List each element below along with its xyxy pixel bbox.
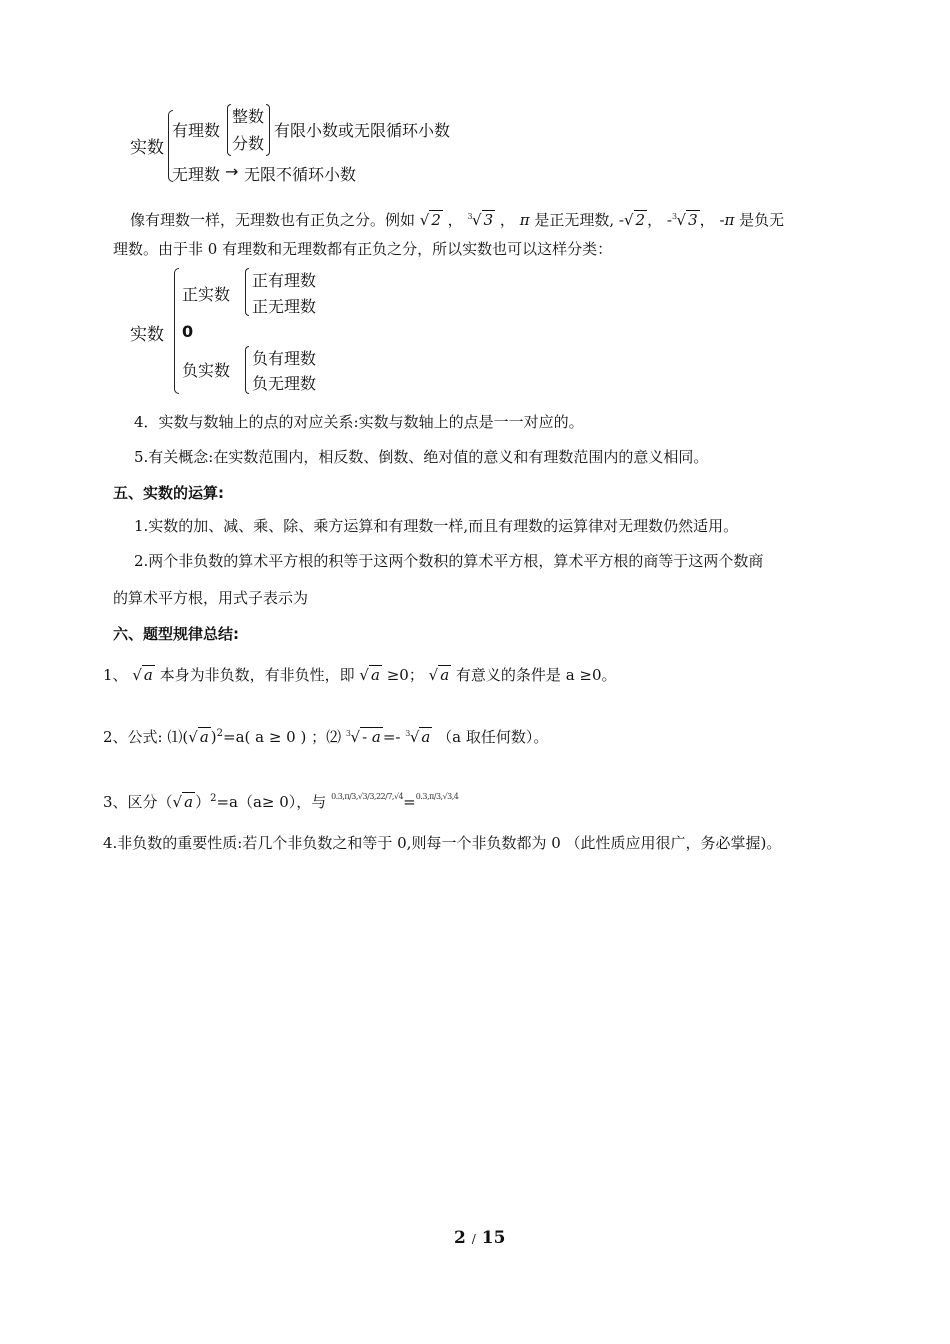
page-number bbox=[454, 1228, 505, 1248]
rule-3-small-formula-1: 0.3,π/3,√3/3,22/7,√4 bbox=[331, 792, 404, 801]
cbrt3-index: 3 bbox=[467, 212, 473, 221]
rule-1-text-c: ≥0； bbox=[386, 666, 424, 684]
rule-2-text-d: =a( a ≥ 0 ) ；⑵ bbox=[223, 728, 342, 746]
para1-line1: 像有理数一样，无理数也有正负之分。例如 √ 2 ， $^3$√ 3 ， π 是正无理数, -√ 2 ， -$^3$√ 3 ， -π 是负无 bbox=[130, 207, 784, 230]
diagram2-positive: 正实数 bbox=[182, 285, 231, 304]
sqrt-a-value-2: a bbox=[370, 666, 380, 684]
diagram2-brace bbox=[174, 268, 179, 394]
section-5-point-2-line-1: 2.两个非负数的算术平方根的积等于这两个数积的算术平方根，算术平方根的商等于这两个数商 bbox=[134, 552, 764, 570]
cbrt3-value: 3 bbox=[483, 211, 494, 229]
minus-sign-2: - bbox=[666, 211, 672, 229]
diagram1-fraction: 分数 bbox=[232, 134, 265, 153]
diagram2-negative: 负实数 bbox=[182, 361, 231, 380]
pi-symbol: π bbox=[519, 211, 530, 229]
diagram2-pos-irrational: 正无理数 bbox=[252, 297, 317, 316]
section-6-heading: 六、题型规律总结: bbox=[113, 625, 239, 643]
rule-1-text-b: 本身为非负数，有非负性，即 bbox=[159, 666, 355, 684]
rule-3 bbox=[103, 789, 458, 815]
neg-cbrt3-value: 3 bbox=[688, 211, 698, 229]
neg-sqrt2-value: 2 bbox=[635, 211, 646, 229]
item-4-correspondence: 4．实数与数轴上的点的对应关系:实数与数轴上的点是一一对应的。 bbox=[134, 413, 584, 431]
rule-2 bbox=[103, 724, 548, 747]
minus-sign-1: - bbox=[618, 211, 624, 229]
para1-text-a: 像有理数一样，无理数也有正负之分。例如 bbox=[130, 211, 416, 229]
page-separator: / bbox=[471, 1232, 476, 1246]
rule-2-text-e: （a 取任何数）。 bbox=[437, 728, 549, 746]
sqrt-a-value-1: a bbox=[143, 666, 153, 684]
rule-2-superscript: 2 bbox=[216, 728, 223, 739]
diagram1-root: 实数 bbox=[130, 138, 164, 158]
rule-3-text-c: =a（a≥ 0），与 bbox=[216, 793, 327, 811]
sqrt-a-expression-4: √ a bbox=[188, 728, 209, 746]
rule-3-small-formula-2: 0.3,π/3,√3,4 bbox=[415, 792, 459, 801]
sqrt-a-expression-2: √ a bbox=[359, 666, 380, 684]
sqrt2-expression: √ 2 bbox=[419, 211, 441, 229]
para1-text-b: 是正无理数, bbox=[534, 211, 615, 229]
rule-3-text-b: ） bbox=[195, 793, 211, 811]
diagram2-neg-rational: 负有理数 bbox=[252, 349, 317, 368]
diagram1-rational-desc: 有限小数或无限循环小数 bbox=[274, 121, 451, 140]
rule-1-number: 1、 bbox=[103, 666, 128, 684]
rule-3-equals: = bbox=[403, 793, 416, 811]
section-5-point-1: 1.实数的加、减、乘、除、乘方运算和有理数一样,而且有理数的运算律对无理数仍然适用。 bbox=[134, 517, 739, 535]
rule-2-text-c: ) bbox=[210, 728, 217, 746]
diagram1-integer: 整数 bbox=[232, 107, 265, 126]
diagram2-root: 实数 bbox=[130, 325, 164, 345]
diagram1-irrational: 无理数 bbox=[172, 165, 221, 184]
diagram2-pos-brace bbox=[245, 268, 249, 316]
neg-sqrt2-expression: √ 2 bbox=[623, 211, 646, 229]
rule-2-equals: =- bbox=[382, 728, 401, 746]
rule-4-nonnegative-property: 4.非负数的重要性质:若几个非负数之和等于 0,则每一个非负数都为 0 （此性质应用很广，务必掌握)。 bbox=[103, 834, 782, 852]
diagram2-neg-brace bbox=[245, 346, 249, 394]
sqrt-a-expression-3: √ a bbox=[428, 666, 450, 684]
rule-2-text-a: 2、公式: bbox=[103, 728, 163, 746]
sqrt2-value: 2 bbox=[431, 211, 441, 229]
neg-cbrt3-expression: $^3$√ 3 bbox=[671, 211, 698, 229]
diagram1-arrow: → bbox=[225, 162, 239, 181]
para1-line2: 理数。由于非 0 有理数和无理数都有正负之分，所以实数也可以这样分类： bbox=[113, 240, 613, 258]
cbrt-a-value: a bbox=[421, 728, 431, 746]
sqrt-a-value-4: a bbox=[199, 728, 209, 746]
diagram1-rational: 有理数 bbox=[172, 121, 221, 140]
current-page: 2 bbox=[454, 1228, 466, 1248]
cbrt-neg-a-value: - a bbox=[362, 728, 381, 746]
item-5-concepts: 5.有关概念:在实数范围内，相反数、倒数、绝对值的意义和有理数范围内的意义相同。 bbox=[134, 448, 709, 466]
neg-cbrt3-index: 3 bbox=[671, 212, 677, 221]
cbrt-neg-a-expression: $^3$√ - a bbox=[345, 728, 381, 746]
sqrt-a-expression-1: √ a bbox=[132, 666, 153, 684]
rule-1 bbox=[103, 665, 617, 685]
cbrt-neg-a-index: 3 bbox=[345, 729, 351, 738]
diagram1-rightbrace bbox=[266, 104, 270, 156]
neg-pi-symbol: π bbox=[724, 211, 735, 229]
diagram1-irrational-desc: 无限不循环小数 bbox=[244, 165, 357, 184]
sqrt-a-expression-5: √ a bbox=[172, 793, 194, 811]
sqrt-a-value-3: a bbox=[440, 666, 450, 684]
rule-3-superscript: 2 bbox=[210, 793, 217, 804]
cbrt-a-expression: $^3$√ a bbox=[405, 728, 431, 746]
section-5-point-2-line-2: 的算术平方根，用式子表示为 bbox=[113, 589, 309, 607]
section-5-heading: 五、实数的运算: bbox=[113, 484, 224, 502]
sqrt-a-value-5: a bbox=[184, 793, 194, 811]
para1-text-c: 是负无 bbox=[739, 211, 785, 229]
diagram2-neg-irrational: 负无理数 bbox=[252, 374, 317, 393]
rule-1-text-d: 有意义的条件是 a ≥0。 bbox=[455, 666, 617, 684]
rule-3-text-a: 3、区分（ bbox=[103, 793, 173, 811]
cbrt-a-index: 3 bbox=[405, 729, 410, 738]
minus-sign-3: - bbox=[719, 211, 725, 229]
diagram2-zero: 0 bbox=[182, 322, 194, 341]
rule-2-text-b: ⑴( bbox=[167, 728, 189, 746]
diagram2-pos-rational: 正有理数 bbox=[252, 271, 317, 290]
total-pages: 15 bbox=[481, 1228, 506, 1248]
cbrt3-expression: $^3$√ 3 bbox=[467, 211, 494, 229]
diagram1-subbrace bbox=[227, 104, 231, 156]
